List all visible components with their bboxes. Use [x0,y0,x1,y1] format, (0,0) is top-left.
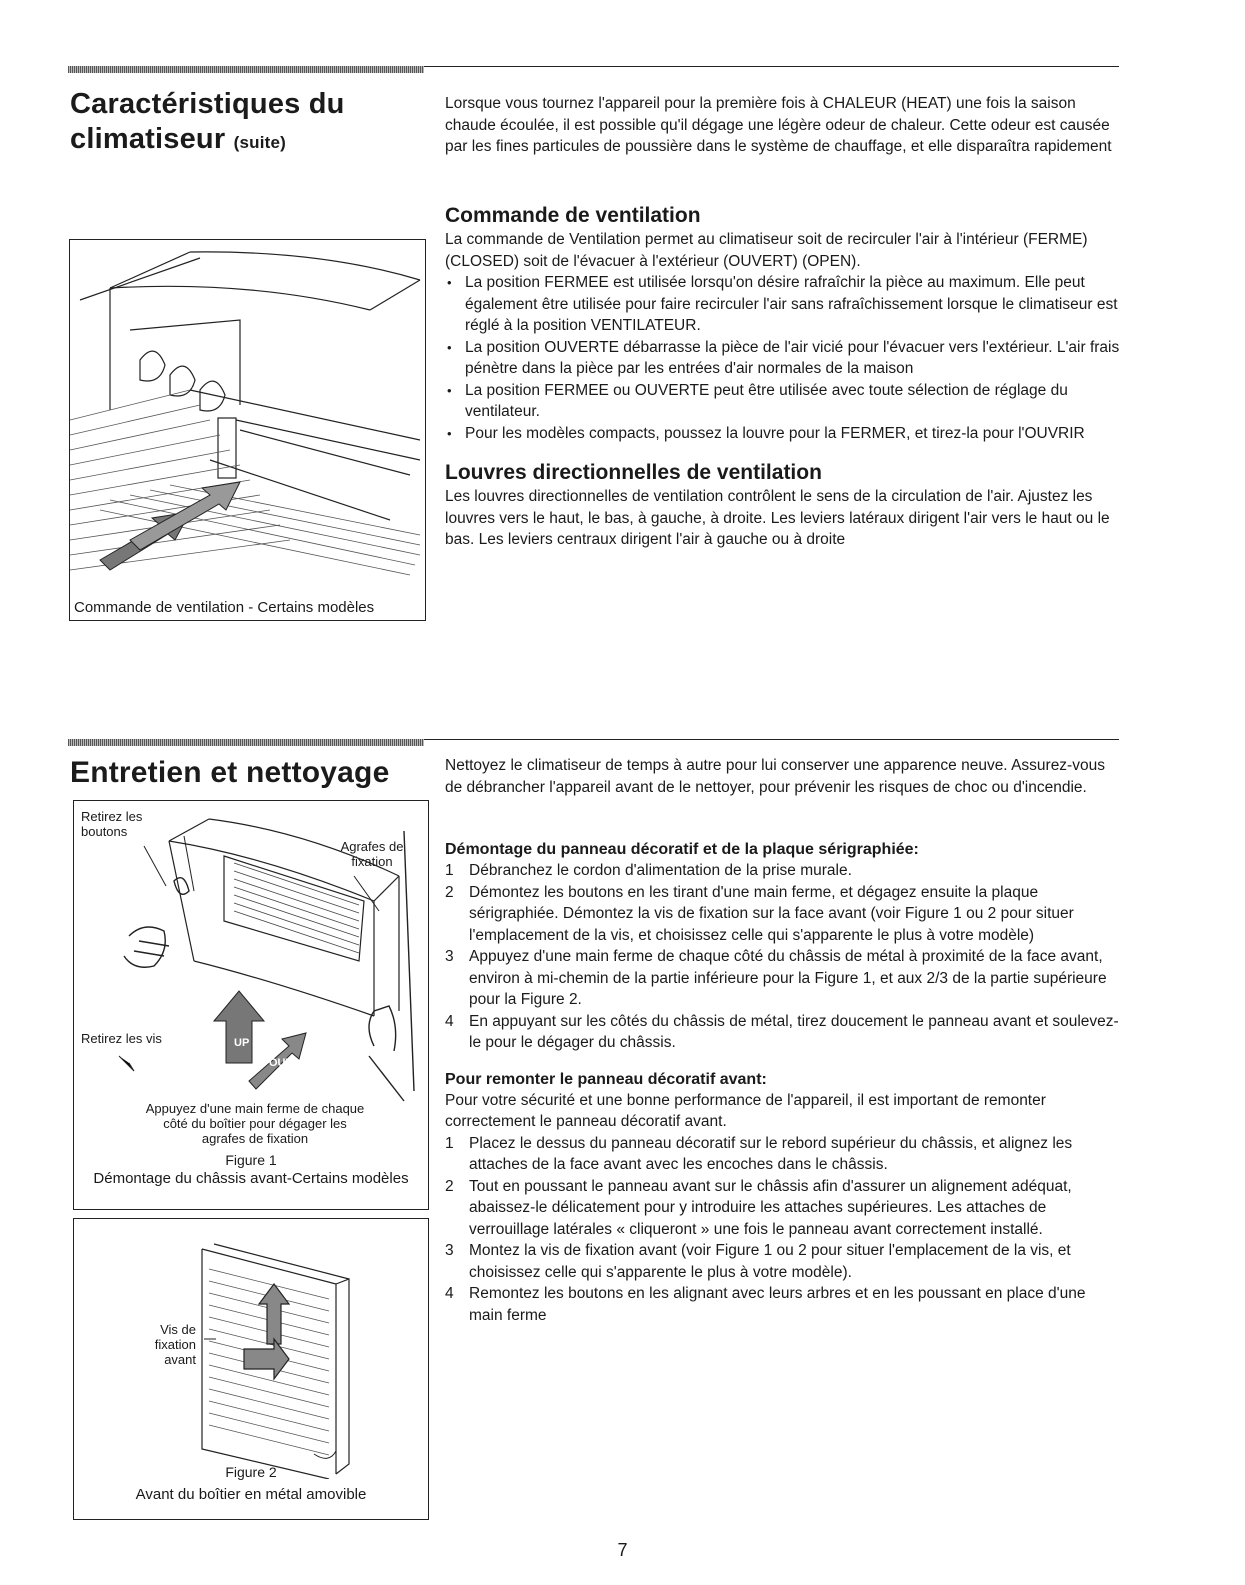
reinstall-intro: Pour votre sécurité et une bonne performance de l'appareil, il est important de remonter correctement le panneau décoratif avant. [445,1091,1046,1130]
up-arrow-label: UP [234,1037,250,1049]
out-arrow-label: OUT [269,1057,293,1069]
step-text: Débranchez le cordon d'alimentation de la prise murale. [469,862,852,879]
step-number: 3 [445,1242,454,1259]
step-text: Démontez les boutons en les tirant d'une main ferme, et dégagez ensuite la plaque sérigraphiée. Démontez la vis de fixation sur la face avant (voir Figure 1 ou 2 pour situer l'emplacement de la vis, et choisissez celle qui s'apparente le plus à votre modèle) [469,883,1074,944]
ventilation-bullets [445,272,1123,444]
ventilation-bullet: • La position FERMEE est utilisée lorsqu'on désire rafraîchir la pièce au maximum. Elle peut également être utilisée pour faire recirculer l'air sans rafraîchissement lorsque le climatiseur est réglé à la position VENTILATEUR. [445,272,1123,337]
section2-header-bar [68,739,424,746]
ventilation-intro: La commande de Ventilation permet au climatiseur soit de recirculer l'air à l'intérieur (FERME) (CLOSED) soit de l'évacuer à l'extérieur (OUVERT) (OPEN). [445,231,1088,270]
removal-step [445,860,1123,882]
step-number: 1 [445,1134,454,1152]
step-text: Placez le dessus du panneau décoratif sur le rebord supérieur du châssis, et alignez les attaches de la face avant avec les encoches dans le châssis. [469,1134,1073,1173]
step-number: 4 [445,1285,454,1302]
removal-step [445,1011,1123,1054]
reinstall-steps [445,1133,1123,1327]
figure2-illustration [74,1219,428,1479]
removal-step [445,882,1123,947]
figure1-label-screws: Retirez les vis [81,1031,162,1046]
ventilation-section [445,203,1123,551]
section2-intro: Nettoyez le climatiseur de temps à autre pour lui conserver une apparence neuve. Assurez-vous de débrancher l'appareil avant de le nettoyer, pour prévenir les risques de choc ou d'incendie. [445,757,1105,796]
ventilation-illustration [70,240,425,595]
page-number: 7 [617,1540,628,1560]
removal-section [445,840,1123,1326]
reinstall-step [445,1133,1123,1176]
figure2-caption: Avant du boîtier en métal amovible [135,1486,367,1503]
section1-title-line1: Caractéristiques du [70,88,345,120]
ventilation-figure [69,239,426,621]
figure1-label-clips: Agrafes de fixation [340,839,404,869]
reinstall-step [445,1240,1123,1283]
reinstall-heading: Pour remonter le panneau décoratif avant: [445,1070,767,1088]
removal-heading: Démontage du panneau décoratif et de la plaque sérigraphiée: [445,841,919,858]
step-text: En appuyant sur les côtés du châssis de métal, tirez doucement le panneau avant et soulevez-le pour le dégager du châssis. [469,1012,1119,1051]
figure1 [73,800,429,1210]
louvres-text: Les louvres directionnelles de ventilation contrôlent le sens de la circulation de l'air. Ajustez les louvres vers le haut, le bas, à gauche, à droite. Les leviers latéraux dirigent l'air vers le haut ou le bas. Les leviers centraux dirigent l'air à gauche ou à droite [445,488,1110,548]
step-number: 4 [445,1012,454,1030]
figure2-number: Figure 2 [225,1464,277,1480]
figure1-number: Figure 1 [225,1152,277,1168]
ventilation-bullet: • La position FERMEE ou OUVERTE peut être utilisée avec toute sélection de réglage du ventilateur. [445,380,1123,423]
removal-steps [445,860,1123,1054]
step-text: Tout en poussant le panneau avant sur le châssis afin d'assurer un alignement adéquat, abaissez-le délicatement pour y introduire les attaches supérieures. Les attaches de verrouillage latérales « cliqueront » une fois le panneau avant correctement installé. [469,1177,1072,1238]
section1-rule [424,66,1119,67]
step-text: Montez la vis de fixation avant (voir Figure 1 ou 2 pour situer l'emplacement de la vis, et choisissez celle qui s'apparente le plus à votre modèle). [469,1242,1071,1281]
step-text: Appuyez d'une main ferme de chaque côté du châssis de métal à proximité de la face avant, environ à mi-chemin de la partie inférieure pour la Figure 1, et aux 2/3 de la partie supérieure pour la Figure 2. [469,948,1107,1008]
figure1-label-knobs: Retirez les boutons [81,809,143,839]
section1-title-suffix: (suite) [233,133,286,152]
ventilation-bullet: • Pour les modèles compacts, poussez la louvre pour la FERMER, et tirez-la pour l'OUVRIR [445,423,1123,445]
section1-title [70,87,420,160]
figure2-label-screw: Vis de fixation avant [154,1322,196,1367]
step-text: Remontez les boutons en les alignant avec leurs arbres et en les poussant en place d'une main ferme [469,1285,1086,1324]
section1-intro: Lorsque vous tournez l'appareil pour la première fois à CHALEUR (HEAT) une fois la saison chaude écoulée, il est possible qu'il dégage une légère odeur de chaleur. Cette odeur est causée par les fines particules de poussière dans le système de chauffage, et elle disparaîtra rapidement [445,95,1112,155]
reinstall-step [445,1176,1123,1241]
step-number: 2 [445,883,454,901]
figure1-label-press: Appuyez d'une main ferme de chaque côté du boîtier pour dégager les agrafes de fixation [145,1101,365,1146]
ventilation-bullet: • La position OUVERTE débarrasse la pièce de l'air vicié pour l'évacuer vers l'extérieur. L'air frais pénètre dans la pièce par les entrées d'air normales de la maison [445,337,1123,380]
figure1-caption: Démontage du châssis avant-Certains modèles [93,1170,409,1187]
louvres-heading: Louvres directionnelles de ventilation [445,461,822,484]
step-number: 2 [445,1177,454,1195]
step-number: 3 [445,948,454,965]
section1-header-bar [68,66,424,73]
ventilation-figure-caption: Commande de ventilation - Certains modèles [74,599,375,616]
reinstall-step [445,1283,1123,1326]
figure2 [73,1218,429,1520]
section2-rule [424,739,1119,740]
step-number: 1 [445,862,454,879]
section1-title-line2: climatiseur [70,123,226,155]
ventilation-heading: Commande de ventilation [445,204,701,227]
removal-step [445,946,1123,1011]
section2-title: Entretien et nettoyage [70,756,390,789]
